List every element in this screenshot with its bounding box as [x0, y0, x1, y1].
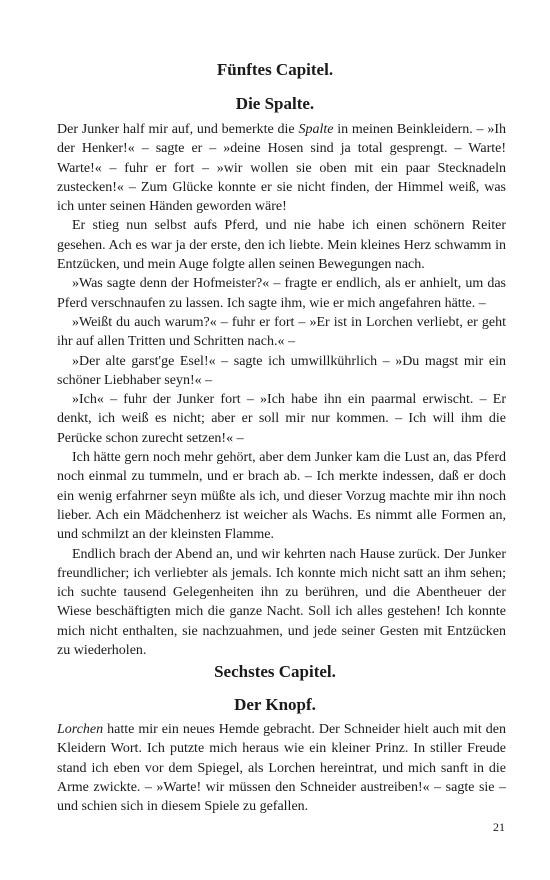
paragraph — [57, 120, 506, 216]
page-number: 21 — [493, 820, 505, 834]
text-run: Endlich brach der Abend an, und wir kehrten nach Hause zurück. Der Junker freundlicher; ich verliebter als jemals. Ich konnte mich nicht satt an ihm sehen; ich suchte tausend Gelegenheiten ihn zu berühren, und die Abentheuer der Wiese beschäftigten mich die ganze Nacht. Soll ich alles gestehen! Ich konnte mich nicht enthalten, sie nachzuahmen, und jede seiner Gesten mit Entzücken zu wiederholen. — [57, 546, 506, 659]
text-run: Er stieg nun selbst aufs Pferd, und nie habe ich einen schönern Reiter gesehen. Ach es war ja der erste, den ich liebte. Mein kleines Herz schwamm in Entzücken, und mein Auge folgte allen seinen Bewegungen nach. — [57, 218, 506, 273]
text-run: in meinen Beinkleidern. – »Ih der Henker!« – sagte er – »deine Hosen sind ja total gesprengt. – Warte! Warte!« – fuhr er fort – »wir wollen sie oben mit ein paar Stecknadeln zustecken!« – Zum Glücke konnte er sie nicht finden, der Himmel weiß, was ich unter seinen Händen geworden wäre! — [57, 122, 506, 215]
paragraph — [57, 352, 506, 391]
text-run: Ich hätte gern noch mehr gehört, aber dem Junker kam die Lust an, das Pferd noch einmal zu tummeln, und er brach ab. – Ich merkte indessen, daß er doch ein wenig erfahrner seyn müßte als ich, und dieser Vorzug machte mir ihn noch lieber. Ach ein Mädchenherz ist weicher als Wachs. Es nimmt alle Formen an, und schmilzt an der kleinsten Flamme. — [57, 450, 506, 543]
chapter-5-body — [57, 120, 506, 660]
paragraph — [57, 274, 506, 313]
text-run: »Weißt du auch warum?« – fuhr er fort – »Er ist in Lorchen verliebt, er geht ihr auf allen Tritten und Schritten nach.« – — [57, 314, 506, 350]
chapter-6-subtitle: Der Knopf. — [234, 695, 316, 714]
paragraph — [57, 720, 506, 816]
chapter-6-title: Sechstes Capitel. — [214, 662, 336, 681]
text-run: Der Junker half mir auf, und bemerkte die — [57, 122, 299, 137]
paragraph — [57, 390, 506, 448]
chapter-6-body — [57, 720, 506, 816]
text-run: »Was sagte denn der Hofmeister?« – fragte er endlich, als er anhielt, um das Pferd verschnaufen zu lassen. Ich sagte ihm, wie er mich angefahren hätte. – — [57, 276, 506, 311]
text-run: »Ich« – fuhr der Junker fort – »Ich habe ihn ein paarmal erwischt. – Er denkt, ich weiß es nicht; aber er soll mir nur kommen. – Ich will ihm die Perücke schon zurecht setzen!« – — [57, 392, 506, 446]
paragraph — [57, 216, 506, 274]
chapter-5-title: Fünftes Capitel. — [216, 60, 334, 79]
paragraph — [57, 545, 506, 661]
chapter-5-subtitle: Die Spalte. — [235, 94, 315, 113]
emphasized-text: Spalte — [298, 122, 334, 137]
paragraph — [57, 313, 506, 352]
paragraph — [57, 448, 506, 544]
text-run: hatte mir ein neues Hemde gebracht. Der Schneider hielt auch mit den Kleidern Wort. Ich putzte mich heraus wie ein kleiner Prinz. In stiller Freude stand ich eben vor dem Spiegel, als Lorchen hereintrat, und mich sanft in die Arme zwickte. – »Warte! wir müssen den Schneider austreiben!« – sagte sie – und schien sich in diesem Spiele zu gefallen. — [57, 722, 506, 815]
emphasized-text: Lorchen — [57, 722, 104, 737]
text-run: »Der alte garst'ge Esel!« – sagte ich umwillkührlich – »Du magst mir ein schöner Liebhaber seyn!« – — [57, 353, 506, 388]
